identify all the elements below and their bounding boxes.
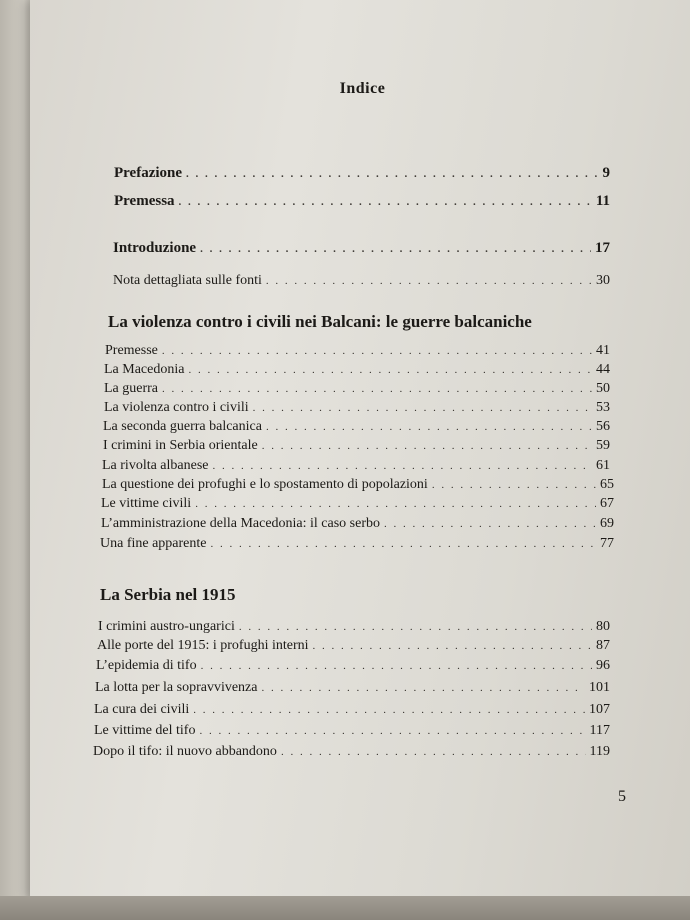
toc-entry: La violenza contro i civili . . . 53 <box>104 400 610 416</box>
toc-entry: La rivolta albanese . . . 61 <box>102 458 610 474</box>
section-heading-guerre-balcaniche: La violenza contro i civili nei Balcani: le guerre balcaniche <box>108 312 532 331</box>
toc-entry: Premesse . . . 41 <box>105 343 610 359</box>
toc-entry-premessa: Premessa . . . 11 <box>114 193 610 210</box>
toc-entry: Dopo il tifo: il nuovo abbandono . . . 119 <box>93 744 610 760</box>
toc-entry: L’epidemia di tifo . . . 96 <box>96 658 610 674</box>
toc-entry: La guerra . . . 50 <box>104 381 610 397</box>
toc-entry: Alle porte del 1915: i profughi interni . . . 87 <box>97 638 610 654</box>
toc-entry: L’amministrazione della Macedonia: il caso serbo . . . 69 <box>101 516 614 532</box>
toc-entry: La seconda guerra balcanica . . . 56 <box>103 419 610 435</box>
page-title: Indice <box>339 80 386 97</box>
toc-entry: La Macedonia . . . 44 <box>104 362 610 378</box>
toc-entry: Una fine apparente . . . 77 <box>100 536 614 552</box>
toc-entry: Le vittime civili . . . 67 <box>101 496 614 512</box>
toc-entry: I crimini in Serbia orientale . . . 59 <box>103 438 610 454</box>
toc-entry-nota-fonti: Nota dettagliata sulle fonti . . . 30 <box>113 273 610 289</box>
toc-entry: I crimini austro-ungarici . . . 80 <box>98 619 610 635</box>
toc-entry: Le vittime del tifo . . . 117 <box>94 723 610 739</box>
toc-entry: La cura dei civili . . . 107 <box>94 702 610 718</box>
toc-entry-introduzione: Introduzione . . . 17 <box>113 240 610 257</box>
toc-entry: La lotta per la sopravvivenza . . . 101 <box>95 680 610 696</box>
page-number: 5 <box>618 788 626 805</box>
section-heading-serbia-1915: La Serbia nel 1915 <box>100 585 236 604</box>
toc-entry: La questione dei profughi e lo spostamento di popolazioni . . . 65 <box>102 477 614 493</box>
toc-entry-prefazione: Prefazione . . . 9 <box>114 165 610 182</box>
